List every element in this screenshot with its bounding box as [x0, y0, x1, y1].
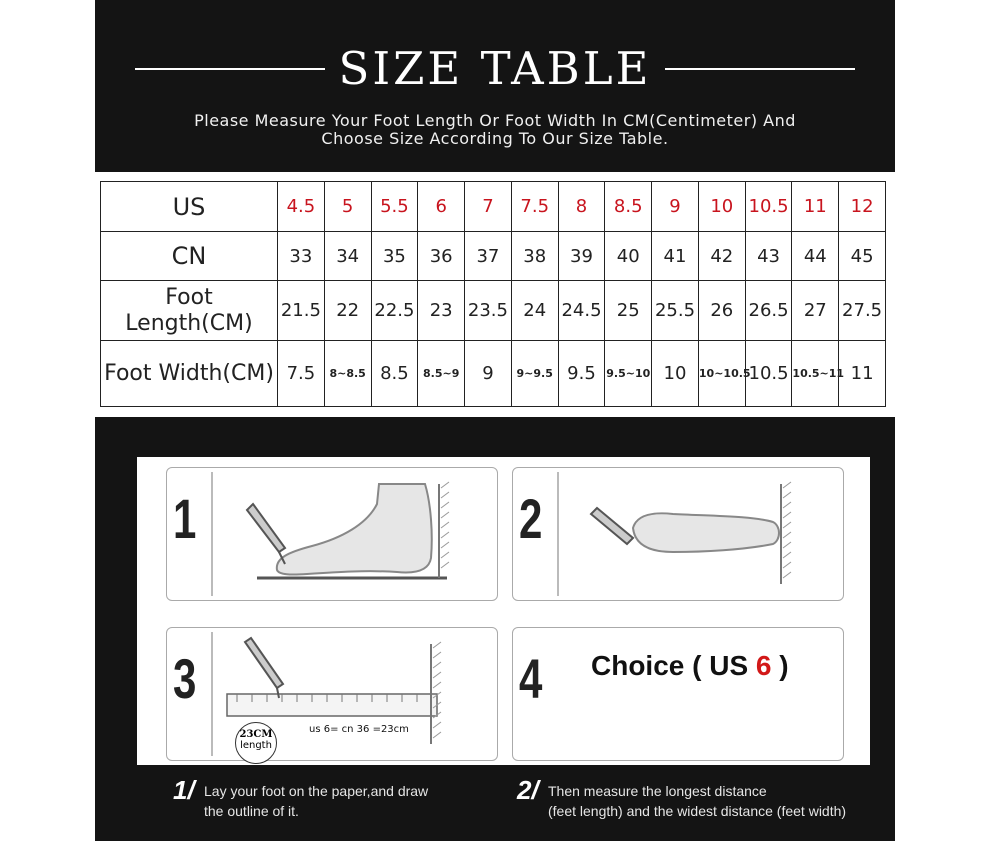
subtitle-line-1: Please Measure Your Foot Length Or Foot Width In CM(Centimeter) And	[194, 111, 796, 130]
step-number: 2	[519, 487, 543, 550]
table-cell: 9	[652, 182, 699, 232]
steps-illustration-area	[137, 457, 870, 765]
table-cell: 10.5~11	[792, 341, 839, 407]
title-rule-right	[665, 68, 855, 70]
table-cell: 9	[465, 341, 512, 407]
step-divider	[557, 472, 559, 596]
table-row-foot-width	[101, 341, 886, 407]
table-cell: 25.5	[652, 281, 699, 341]
table-cell: 26.5	[745, 281, 792, 341]
table-cell: 10.5	[745, 182, 792, 232]
table-cell: 40	[605, 232, 652, 281]
step-box-1	[166, 467, 498, 601]
row-header: Foot Width(CM)	[101, 341, 278, 407]
instruction-number: 1/	[173, 775, 195, 805]
step-box-3	[166, 627, 498, 761]
table-cell: 11	[792, 182, 839, 232]
subtitle-line-2: Choose Size According To Our Size Table.	[321, 129, 669, 148]
choice-suffix: )	[771, 650, 789, 681]
table-cell: 23.5	[465, 281, 512, 341]
step-number: 1	[173, 487, 197, 550]
choice-value: 6	[755, 650, 772, 681]
table-cell: 24	[511, 281, 558, 341]
table-cell: 12	[839, 182, 886, 232]
instruction-line-2: the outline of it.	[204, 803, 299, 819]
table-cell: 7.5	[511, 182, 558, 232]
table-cell: 22.5	[371, 281, 418, 341]
table-cell: 8.5	[371, 341, 418, 407]
table-cell: 8	[558, 182, 605, 232]
measure-note: us 6= cn 36 =23cm	[309, 724, 409, 735]
step-box-2	[512, 467, 844, 601]
table-cell: 10	[652, 341, 699, 407]
badge-cm: 23CM	[239, 729, 273, 740]
row-header: CN	[101, 232, 278, 281]
table-cell: 27.5	[839, 281, 886, 341]
step-divider	[211, 472, 213, 596]
step-number: 4	[519, 647, 543, 710]
header-panel	[95, 0, 895, 172]
table-cell: 23	[418, 281, 465, 341]
table-cell: 10~10.5	[698, 341, 745, 407]
step-number: 3	[173, 647, 197, 710]
step-divider	[211, 632, 213, 756]
table-cell: 39	[558, 232, 605, 281]
instruction-text	[548, 781, 908, 821]
table-cell: 5.5	[371, 182, 418, 232]
table-cell: 10	[698, 182, 745, 232]
table-cell: 44	[792, 232, 839, 281]
table-row-cn	[101, 232, 886, 281]
badge-label: length	[240, 740, 272, 751]
table-cell: 41	[652, 232, 699, 281]
table-cell: 8.5~9	[418, 341, 465, 407]
instruction-line-1: Then measure the longest distance	[548, 783, 767, 799]
table-cell: 22	[324, 281, 371, 341]
table-cell: 35	[371, 232, 418, 281]
foot-side-illustration	[217, 474, 487, 594]
table-cell: 6	[418, 182, 465, 232]
table-cell: 7	[465, 182, 512, 232]
table-cell: 8.5	[605, 182, 652, 232]
size-table	[100, 181, 886, 407]
subtitle	[95, 112, 895, 148]
table-row-foot-length	[101, 281, 886, 341]
instruction-line-1: Lay your foot on the paper,and draw	[204, 783, 429, 799]
table-cell: 8~8.5	[324, 341, 371, 407]
table-cell: 37	[465, 232, 512, 281]
table-cell: 45	[839, 232, 886, 281]
table-cell: 42	[698, 232, 745, 281]
table-cell: 36	[418, 232, 465, 281]
page-title: SIZE TABLE	[338, 42, 652, 95]
table-cell: 34	[324, 232, 371, 281]
instructions-panel	[95, 417, 895, 841]
table-cell: 11	[839, 341, 886, 407]
table-cell: 10.5	[745, 341, 792, 407]
title-row	[135, 40, 855, 100]
table-row-us	[101, 182, 886, 232]
table-cell: 33	[278, 232, 325, 281]
choice-label	[591, 650, 789, 682]
choice-prefix: Choice ( US	[591, 650, 756, 681]
row-header: Foot Length(CM)	[101, 281, 278, 341]
step-box-4	[512, 627, 844, 761]
table-cell: 21.5	[278, 281, 325, 341]
table-cell: 27	[792, 281, 839, 341]
instruction-text	[204, 781, 564, 821]
table-cell: 25	[605, 281, 652, 341]
table-cell: 24.5	[558, 281, 605, 341]
length-badge	[235, 722, 277, 764]
table-cell: 38	[511, 232, 558, 281]
table-cell: 26	[698, 281, 745, 341]
table-cell: 7.5	[278, 341, 325, 407]
table-cell: 5	[324, 182, 371, 232]
foot-top-illustration	[563, 474, 833, 594]
table-cell: 9.5~10	[605, 341, 652, 407]
row-header: US	[101, 182, 278, 232]
table-cell: 43	[745, 232, 792, 281]
table-cell: 9~9.5	[511, 341, 558, 407]
table-cell: 9.5	[558, 341, 605, 407]
instruction-number: 2/	[517, 775, 539, 805]
table-cell: 4.5	[278, 182, 325, 232]
instruction-line-2: (feet length) and the widest distance (feet width)	[548, 803, 847, 819]
